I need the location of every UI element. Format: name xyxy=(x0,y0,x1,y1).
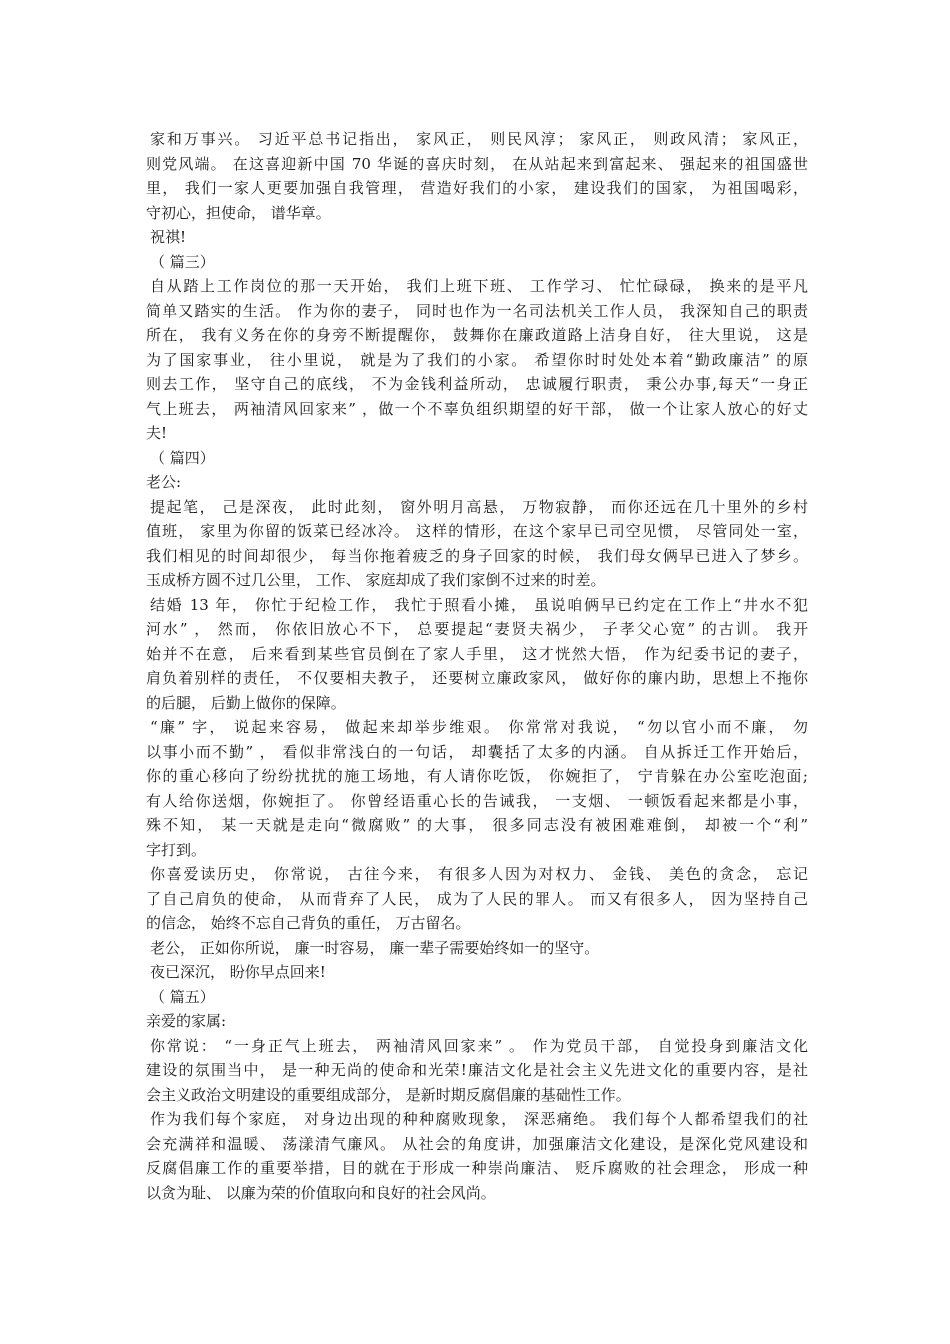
text-line: 结婚 13 年， 你忙于纪检工作， 我忙于照看小摊， 虽说咱俩早已约定在工作上“井水不犯 xyxy=(150,595,808,614)
text-line: 气上班去， 两袖清风回家来” ，做一个不辜负组织期望的好干部， 做一个让家人放心的好丈 xyxy=(146,399,808,418)
text-line: 老公， 正如你所说， 廉一时容易， 廉一辈子需要始终如一的坚守。 xyxy=(150,938,600,957)
text-line: （ 篇三） xyxy=(150,252,215,271)
text-line: 里， 我们一家人更要加强自我管理， 营造好我们的小家， 建设我们的国家， 为祖国喝彩， xyxy=(146,179,808,197)
text-line: 你喜爱读历史， 你常说， 古往今来， 有很多人因为对权力、 金钱、 美色的贪念， 忘记 xyxy=(150,865,808,883)
text-line: 作为我们每个家庭， 对身边出现的种种腐败现象， 深恶痛绝。 我们每个人都希望我们的社 xyxy=(150,1110,808,1128)
text-line: 始并不在意， 后来看到某些官员倒在了家人手里， 这才恍然大悟， 作为纪委书记的妻子， xyxy=(146,644,808,663)
text-line: 建设的氛围当中， 是一种无尚的使命和光荣!廉洁文化是社会主义先进文化的重要内容，是社 xyxy=(146,1061,808,1079)
text-line: 你常说： “一身正气上班去， 两袖清风回家来” 。 作为党员干部， 自觉投身到廉洁文化 xyxy=(150,1036,808,1055)
text-line: 你的重心移向了纷纷扰扰的施工场地，有人请你吃饭， 你婉拒了， 宁肯躲在办公室吃泡面; xyxy=(146,767,808,785)
text-line: （ 篇四） xyxy=(150,448,215,467)
text-line: 的信念， 始终不忘自己背负的重任， 万古留名。 xyxy=(146,914,471,932)
text-line: “廉” 字， 说起来容易， 做起来却举步维艰。 你常常对我说， “勿以官小而不廉， 勿 xyxy=(150,718,808,736)
text-line: 自从踏上工作岗位的那一天开始， 我们上班下班、 工作学习、 忙忙碌碌， 换来的是平凡 xyxy=(150,277,808,295)
text-line: 则党风端。 在这喜迎新中国 70 华诞的喜庆时刻， 在从站起来到富起来、 强起来的祖国盛世 xyxy=(146,154,808,173)
text-line: 的后腿， 后勤上做你的保障。 xyxy=(146,693,346,712)
text-line: 为了国家事业， 往小里说， 就是为了我们的小家。 希望你时时处处本着“勤政廉洁” 的原 xyxy=(146,350,808,369)
text-line: 则去工作， 坚守自己的底线， 不为金钱利益所动， 忠诚履行职责， 秉公办事,每天“一身正 xyxy=(146,375,808,393)
text-line: 简单又踏实的生活。 作为你的妻子， 同时也作为一名司法机关工作人员， 我深知自己的职责 xyxy=(146,301,808,320)
text-line: 肩负着别样的责任， 不仅要相夫教子， 还要树立廉政家风， 做好你的廉内助，思想上不拖你 xyxy=(146,669,808,687)
text-line: 我们相见的时间却很少， 每当你拖着疲乏的身子回家的时候， 我们母女俩早已进入了梦乡。 xyxy=(146,546,808,565)
text-line: 以事小而不勤” ， 看似非常浅白的一句话， 却囊括了太多的内涵。 自从拆迁工作开始后， xyxy=(146,742,808,761)
text-line: 反腐倡廉工作的重要举措，目的就在于形成一种崇尚廉洁、 贬斥腐败的社会理念， 形成一种 xyxy=(146,1159,808,1177)
text-line: 夜已深沉， 盼你早点回来! xyxy=(150,963,326,981)
text-line: （ 篇五） xyxy=(150,987,215,1006)
text-line: 以贪为耻、 以廉为荣的价值取向和良好的社会风尚。 xyxy=(146,1183,496,1202)
text-line: 有人给你送烟，你婉拒了。 你曾经语重心长的告诫我， 一支烟、 一顿饭看起来都是小事， xyxy=(146,791,808,810)
text-line: 会主义政治文明建设的重要组成部分， 是新时期反腐倡廉的基础性工作。 xyxy=(146,1085,631,1104)
text-line: 字打到。 xyxy=(146,840,207,859)
text-line: 玉成桥方圆不过几公里， 工作、 家庭却成了我们家倒不过来的时差。 xyxy=(146,571,606,589)
text-line: 提起笔， 己是深夜， 此时此刻， 窗外明月高悬， 万物寂静， 而你还远在几十里外的乡村 xyxy=(150,497,808,516)
text-line: 家和万事兴。 习近平总书记指出， 家风正， 则民风淳； 家风正， 则政风清； 家风正， xyxy=(150,130,808,148)
text-line: 亲爱的家属: xyxy=(146,1012,227,1030)
text-line: 祝祺! xyxy=(150,228,187,246)
text-line: 了自己肩负的使命， 从而背弃了人民， 成为了人民的罪人。 而又有很多人， 因为坚持自己 xyxy=(146,889,808,908)
text-line: 河水” ， 然而， 你依旧放心不下， 总要提起“妻贤夫祸少， 子孝父心宽” 的古训。 我开 xyxy=(146,620,808,638)
text-line: 老公: xyxy=(146,473,182,491)
text-line: 值班， 家里为你留的饭菜已经冰冷。 这样的情形，在这个家早已司空见惯， 尽管同处一室， xyxy=(146,522,808,540)
text-line: 守初心，担使命， 谱华章。 xyxy=(146,203,331,222)
text-line: 殊不知， 某一天就是走向“微腐败” 的大事， 很多同志没有被困难难倒， 却被一个“利” xyxy=(146,816,808,834)
document-body xyxy=(146,127,808,1205)
text-line: 所在， 我有义务在你的身旁不断提醒你， 鼓舞你在廉政道路上洁身自好， 往大里说， 这是 xyxy=(146,326,808,344)
text-line: 夫! xyxy=(146,424,168,442)
text-line: 会充满祥和温暖、 荡漾清气廉风。 从社会的角度讲，加强廉洁文化建设，是深化党风建设和 xyxy=(146,1134,808,1153)
